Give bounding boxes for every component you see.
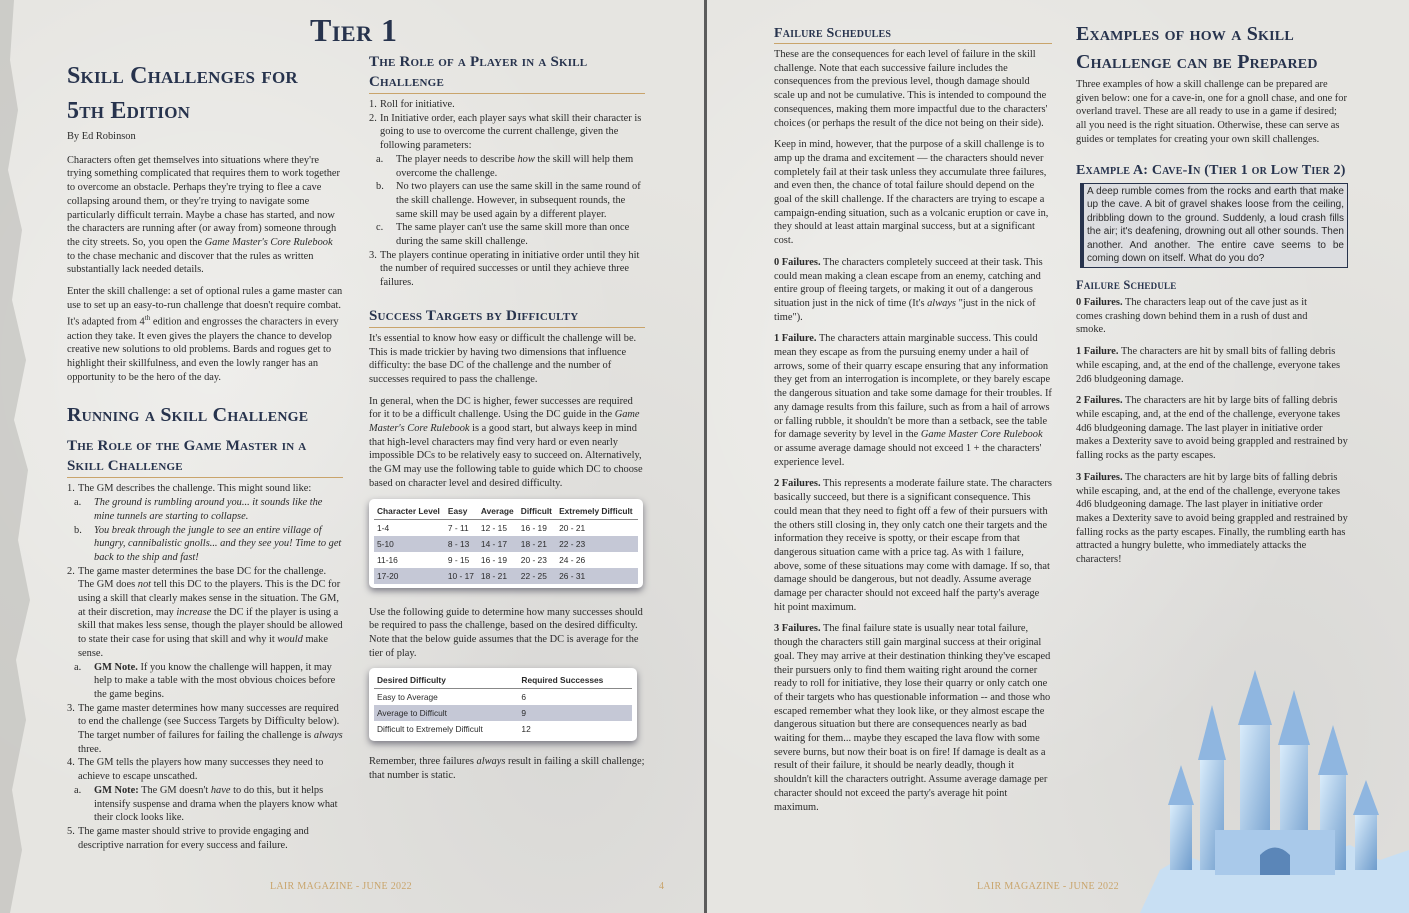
table-header-cell: Required Successes <box>518 672 632 689</box>
list-item: a. GM Note. If you know the challenge will happen, it may help to make a table with the most obvious choices before the game begins. <box>74 661 336 700</box>
success-paragraph-2: In general, when the DC is higher, fewer successes are required for it to be a difficult challenge. Using the DC guide in the Game Master's Core Rulebook is a good start, but always keep in mind that high-level characters may find very hard or even nearly impossible DCs to be relatively easy to succeed on. Alternatively, the GM may use the following table to guide which DC to choose based on character level and desired difficulty. <box>369 395 643 489</box>
list-item: 4. The GM tells the players how many successes they need to achieve to escape unscathed. <box>67 757 324 783</box>
ice-castle-illustration <box>1140 665 1409 913</box>
success-paragraph-3: Use the following guide to determine how many successes should be required to pass the challenge, based on the desired difficulty. Note that the below guide assumes that the DC is average for the tier of play. <box>369 606 643 659</box>
gm-steps-list <box>67 482 343 852</box>
success-heading: Success Targets by Difficulty <box>369 306 645 328</box>
table-header-cell: Easy <box>445 503 478 520</box>
table-cell: 12 <box>521 724 531 735</box>
player-role-heading: The Role of a Player in a Skill Challenge <box>369 52 645 94</box>
table-row <box>374 689 632 706</box>
table-cell: 20 - 21 <box>559 522 586 533</box>
table-cell: Easy to Average <box>377 692 438 703</box>
table-header-cell: Extremely Difficult <box>556 503 638 520</box>
page-number: 4 <box>659 881 665 892</box>
example-a-boxed-text: A deep rumble comes from the rocks and earth that make up the cave. A bit of gravel shakes loose from the ceiling, dribbling down to the ground. Suddenly, a loud crash fills the air; it's deafening, drowning out all other sounds. Then another. And another. The entire cave seems to be coming down on itself. What do you do? <box>1080 183 1348 269</box>
dc-table <box>369 499 643 588</box>
success-paragraph-4: Remember, three failures always result in failing a skill challenge; that number is static. <box>369 756 645 782</box>
right-column-1 <box>774 26 1052 822</box>
left-column-2 <box>369 52 645 791</box>
failure-3: 3 Failures. The final failure state is usually near total failure, though the characters still gain marginal success at their original goal. They may arrive at their destination thinking they've escaped their pursuers only to find them waiting right around the corner ready to roll for initiative, they lose their quarry or only catch one of their targets who has questionable information -- and those who escaped remember what they look like, or they almost escape the dangerous situation but there are consequences nearly as bad waiting for them... maybe they escaped the lava flow with some severe burns, but now their boat is on fire! If damage is dealt as a result of their failure, it should be nearly deadly, though it shouldn't kill the characters outright. Assume average damage per character should not exceed the party's average hit point maximum. <box>774 623 1051 813</box>
left-footer: LAIR MAGAZINE - JUNE 2022 <box>270 881 412 892</box>
table-row <box>374 536 638 552</box>
failure-0: 0 Failures. The characters completely succeed at their task. This could mean making a clean escape from an enemy, catching and entire group of fleeing targets, or making it out of a dangerous situation just in the nick of time (It's always "just in the nick of time"). <box>774 256 1043 323</box>
list-item: 1. The GM describes the challenge. This might sound like: <box>67 483 312 495</box>
table-cell: 20 - 23 <box>520 554 547 565</box>
running-heading: Running a Skill Challenge <box>67 404 309 427</box>
table-cell: 18 - 21 <box>478 568 518 584</box>
table-cell: 17-20 <box>374 568 445 584</box>
examples-paragraph: Three examples of how a skill challenge can be prepared are given below: one for a cave-in, one for a gnoll chase, and one for overland travel. These are all ready to use in a game if desired; all you need is the right situation. Otherwise, these can serve as guides or templates for creating your own skill challenges. <box>1076 79 1347 145</box>
list-item: 3. The players continue operating in initiative order until they hit the number of required successes or until they achieve three failures. <box>369 249 640 289</box>
example-a-heading: Example A: Cave-In (Tier 1 or Low Tier 2) <box>1076 162 1346 178</box>
list-item: c. The same player can't use the same skill more than once during the same skill challenge. <box>376 222 630 248</box>
examples-heading: Examples of how a Skill Challenge can be Prepared <box>1076 23 1318 73</box>
list-item: 2. In Initiative order, each player says what skill their character is going to use to overcome the current challenge, given the following parameters: <box>369 112 642 152</box>
article-title-line2: 5th Edition <box>67 98 191 124</box>
right-footer: LAIR MAGAZINE - JUNE 2022 <box>977 881 1119 892</box>
table-cell: 12 - 15 <box>480 522 507 533</box>
table-row <box>374 721 632 737</box>
example-a-failure-3: 3 Failures. The characters are hit by large bits of falling debris while escaping, and, at the end of the challenge, everyone takes 4d6 bludgeoning damage. The last player in initiative order makes a Dexterity save to avoid being grappled and restrained by falling rocks as the party escapes. Finally, the rumbling earth has attracted a hungry bulette, who immediately attacks the characters! <box>1076 471 1348 566</box>
failure-2: 2 Failures. This represents a moderate failure state. The characters basically succeed, but there is a significant consequence. This could mean that they need to fight off a few of their pursuers with the others still closing in, they only catch one their targets and the information they receive is spotty, or their escape from that dangerous situation came with a price tag. As with 1 failure, above, some of these situations may come with damage. If so, that damage should be dangerous, but not deadly. Assume average damage per character should not exceed half the party's average hit point maximum. <box>774 478 1052 613</box>
table-header-cell: Character Level <box>374 503 445 520</box>
table-cell: 8 - 13 <box>445 536 478 552</box>
list-item: 1. Roll for initiative. <box>369 99 455 110</box>
failure-paragraph-2: Keep in mind, however, that the purpose of a skill challenge is to amp up the drama and excitement — the characters should never completely fail at their task unless they accumulate three failures, and even then, the chance of total failure should depend on the goal of the skill challenge. If the characters are trying to escape a campaign-ending situation, such as a volcanic eruption or cave in, they should at least attain marginal success, but at a significant cost. <box>774 139 1049 247</box>
table-cell: 1-4 <box>377 522 390 533</box>
table-cell: 18 - 21 <box>518 536 556 552</box>
table-row <box>374 705 632 721</box>
table-header-cell: Average <box>478 503 518 520</box>
example-a-failure-1: 1 Failure. The characters are hit by small bits of falling debris while escaping, and, at the end of the challenge, everyone takes 2d6 bludgeoning damage. <box>1076 346 1340 385</box>
failure-schedule-heading: Failure Schedule <box>1076 278 1177 293</box>
example-a-failure-0: 0 Failures. The characters leap out of the cave just as it comes crashing down behind them in a rush of dust and smoke. <box>1076 297 1308 336</box>
list-item: a. The ground is rumbling around you... it sounds like the mine tunnels are starting to collapse. <box>74 497 323 522</box>
table-cell: 22 - 23 <box>556 536 638 552</box>
failure-heading: Failure Schedules <box>774 26 1052 44</box>
success-paragraph-1: It's essential to know how easy or difficult the challenge will be. This is made trickier by having two dimensions that influence difficulty: the base DC of the challenge and the number of successes required to pass the challenge. <box>369 332 637 385</box>
table-cell: 26 - 31 <box>556 568 638 584</box>
table-cell: Average to Difficult <box>374 705 518 721</box>
table-row <box>374 552 638 568</box>
table-header-cell: Difficult <box>518 503 556 520</box>
left-page <box>0 0 704 913</box>
failure-1: 1 Failure. The characters attain marginable success. This could mean they escape as from the pursuing enemy under a hail of arrows, some of their quarry escape ensuring that any information they get from an interrogation is incomplete, or they barely escape the dangerous situation and take some damage for their troubles. If any damage results from this failure, such as from a hail of arrows or falling rubble, it shouldn't be more than a setback, see the table for damage severity by level in the Game Master Core Rulebook or assume average damage should not exceed 1 + the characters' experience level. <box>774 333 1052 468</box>
table-header-cell: Desired Difficulty <box>374 672 518 689</box>
table-cell: 11-16 <box>377 554 398 565</box>
failure-paragraph-1: These are the consequences for each level of failure in the skill challenge. Note that each successive failure includes the consequences from the previous level, though damage should scale up and not be cumulative. This is intended to compound the consequences, making them more impactful due to the characters' choices (or perhaps the result of the dice not being on their side). <box>774 49 1048 129</box>
intro-paragraph-2: Enter the skill challenge: a set of optional rules a game master can use to set up an easy-to-run challenge that doesn't require combat. It's adapted from 4th edition and engrosses the characters in every action they take. It even gives the players the chance to develop creative new solutions to old problems. Bards and rogues get to highlight their skillfulness, and even the lowly ranger has an opportunity to be the hero of the day. <box>67 286 343 383</box>
intro-paragraph-1: Characters often get themselves into situations where they're trying something complicated that requires them to work together to overcome an obstacle. Perhaps they're trying to flee a cave collapsing around them, or they're trying to navigate some particularly difficult terrain. Maybe a chase has started, and now the characters are running after (or away from) someone through the city streets. So, you open the Game Master's Core Rulebook to the chase mechanic and discover that the rules as written substantially lack needed details. <box>67 154 340 276</box>
table-cell: Difficult to Extremely Difficult <box>377 724 483 735</box>
list-item: b. You break through the jungle to see an entire village of hungry, cannibalistic gnolls... and they see you! Time to get back to the ship and fast! <box>74 524 342 563</box>
gm-role-heading: The Role of the Game Master in a Skill Challenge <box>67 436 343 478</box>
list-item: 3. The game master determines how many successes are required to end the challenge (see Success Targets by Difficulty below). The target number of failures for failing the challenge is always three. <box>67 702 343 755</box>
list-item: 2. The game master determines the base DC for the challenge. The GM does not tell this DC to the players. This is the DC for using a skill that clearly makes sense in the situation. The GM, at their discretion, may increase the DC if the player is using a skill that makes less sense, though the player should be allowed to state their case for using that skill and why it would make sense. <box>67 565 343 659</box>
table-cell: 10 - 17 <box>445 568 478 584</box>
article-title-line1: Skill Challenges for <box>67 63 298 89</box>
table-row <box>374 519 638 536</box>
table-row <box>374 568 638 584</box>
tier-title: Tier 1 <box>310 12 398 48</box>
right-column-2 <box>1076 20 1348 575</box>
table-cell: 9 - 15 <box>447 554 470 565</box>
table-cell: 9 <box>518 705 632 721</box>
byline: By Ed Robinson <box>67 131 136 142</box>
table-cell: 6 <box>521 692 527 703</box>
table-cell: 22 - 25 <box>518 568 556 584</box>
table-cell: 24 - 26 <box>559 554 586 565</box>
torn-paper-edge <box>0 0 40 913</box>
list-item: a. The player needs to describe how the skill will help them overcome the challenge. <box>376 153 634 179</box>
player-steps-list <box>369 98 645 290</box>
table-cell: 7 - 11 <box>447 522 469 533</box>
left-column-1 <box>67 60 343 852</box>
table-cell: 16 - 19 <box>480 554 507 565</box>
table-cell: 16 - 19 <box>520 522 547 533</box>
list-item: 5. The game master should strive to provide engaging and descriptive narration for every success and failure. <box>67 826 309 851</box>
successes-table <box>369 668 637 741</box>
list-item: a. GM Note: The GM doesn't have to do this, but it helps intensify suspense and drama when the players know what their clock looks like. <box>74 784 338 824</box>
table-cell: 14 - 17 <box>478 536 518 552</box>
list-item: b. No two players can use the same skill in the same round of the skill challenge. However, in subsequent rounds, the same skill may be used again by a different player. <box>376 181 641 220</box>
table-cell: 5-10 <box>374 536 445 552</box>
example-a-failure-2: 2 Failures. The characters are hit by large bits of falling debris while escaping, and, at the end of the challenge, everyone takes 4d6 bludgeoning damage. The last player in initiative order makes a Dexterity save to avoid being grappled and restrained by falling rocks as the party escapes. <box>1076 395 1348 462</box>
